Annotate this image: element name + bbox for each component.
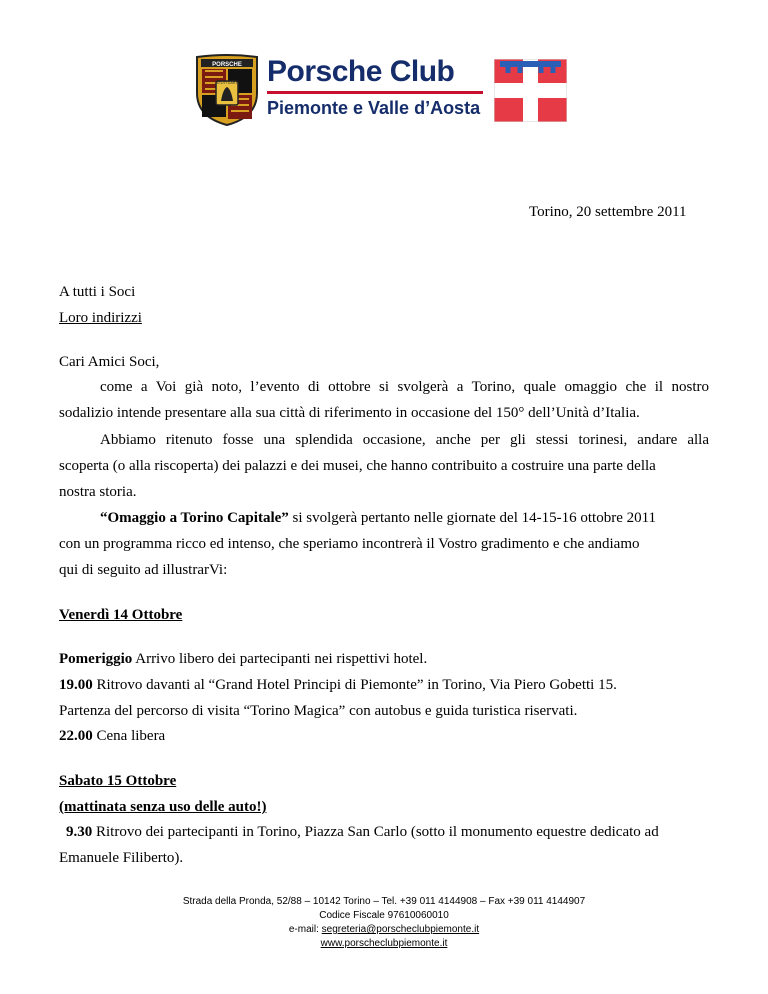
website-link[interactable]: www.porscheclubpiemonte.it bbox=[320, 938, 448, 949]
svg-text:PORSCHE: PORSCHE bbox=[212, 62, 242, 68]
day-1-item-2 bbox=[59, 676, 617, 694]
day-1-item-3: Partenza del percorso di visita “Torino Magica” con autobus e guida turistica riservati. bbox=[59, 703, 578, 719]
paragraph-2-line-2: scoperta (o alla riscoperta) dei palazzi e dei musei, che hanno contribuito a costruire una parte della bbox=[59, 458, 656, 474]
footer-email-line bbox=[0, 923, 768, 937]
day-1-title: Venerdì 14 Ottobre bbox=[59, 607, 183, 623]
paragraph-2-line-1: Abbiamo ritenuto fosse una splendida occasione, anche per gli stessi torinesi, andare alla bbox=[100, 432, 709, 448]
day-2-title: Sabato 15 Ottobre bbox=[59, 773, 177, 789]
recipient-address: Loro indirizzi bbox=[59, 310, 142, 326]
item-text: Ritrovo dei partecipanti in Torino, Piazza San Carlo (sotto il monumento equestre dedicato ad bbox=[92, 824, 659, 840]
email-link[interactable]: segreteria@porscheclubpiemonte.it bbox=[321, 924, 480, 935]
footer-website-line bbox=[0, 937, 768, 951]
paragraph-1-line-2: sodalizio intende presentare alla sua città di riferimento in occasione del 150° dell’Unità d’Italia. bbox=[59, 405, 640, 421]
svg-text:STUTTGART: STUTTGART bbox=[216, 81, 238, 85]
paragraph-3-line-2: con un programma ricco ed intenso, che speriamo incontrerà il Vostro gradimento e che andiamo bbox=[59, 536, 640, 552]
paragraph-2-line-3: nostra storia. bbox=[59, 484, 137, 500]
day-2-item-1-cont: Emanuele Filiberto). bbox=[59, 850, 184, 866]
letter-date: Torino, 20 settembre 2011 bbox=[529, 204, 687, 220]
item-text: Ritrovo davanti al “Grand Hotel Principi di Piemonte” in Torino, Via Piero Gobetti 15. bbox=[92, 677, 617, 693]
paragraph-3-line-3: qui di seguito ad illustrarVi: bbox=[59, 562, 228, 578]
day-2-item-1 bbox=[66, 823, 659, 841]
paragraph-3-line-1-text: si svolgerà pertanto nelle giornate del 14-15-16 ottobre 2011 bbox=[288, 510, 657, 526]
item-text: Arrivo libero dei partecipanti nei rispettivi hotel. bbox=[132, 651, 428, 667]
paragraph-3-line-1 bbox=[100, 509, 709, 527]
region-name: Piemonte e Valle d’Aosta bbox=[267, 98, 481, 118]
day-1-item-4 bbox=[59, 727, 165, 745]
day-2-note: (mattinata senza uso delle auto!) bbox=[59, 799, 267, 815]
item-time: Pomeriggio bbox=[59, 651, 133, 667]
salutation: Cari Amici Soci, bbox=[59, 354, 160, 370]
footer-address: Strada della Pronda, 52/88 – 10142 Torino – Tel. +39 011 4144908 – Fax +39 011 4144907 bbox=[182, 896, 586, 907]
day-1-item-1 bbox=[59, 650, 427, 668]
paragraph-1-line-1: come a Voi già noto, l’evento di ottobre si svolgerà a Torino, quale omaggio che il nostro bbox=[100, 379, 709, 395]
club-name: Porsche Club bbox=[267, 55, 455, 88]
item-time: 22.00 bbox=[59, 728, 93, 744]
item-text: Cena libera bbox=[92, 728, 166, 744]
item-time: 9.30 bbox=[66, 824, 93, 840]
porsche-crest-logo bbox=[193, 53, 261, 127]
piemonte-flag-logo bbox=[494, 59, 567, 122]
event-title: “Omaggio a Torino Capitale” bbox=[100, 510, 289, 526]
recipient-line: A tutti i Soci bbox=[59, 284, 136, 300]
email-label: e-mail: bbox=[288, 924, 322, 935]
item-time: 19.00 bbox=[59, 677, 93, 693]
footer-tax-code: Codice Fiscale 97610060010 bbox=[319, 910, 449, 921]
brand-rule bbox=[267, 91, 483, 94]
